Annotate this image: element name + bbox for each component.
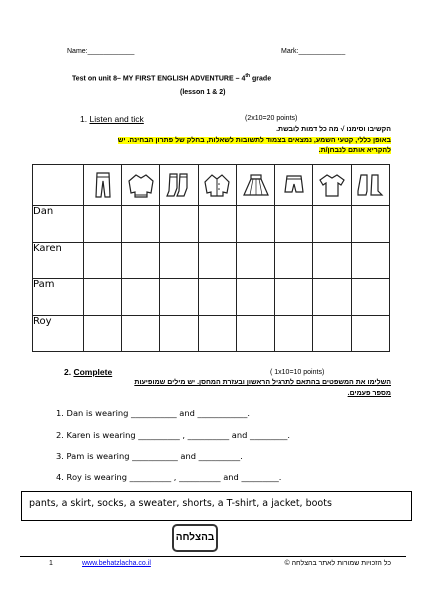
t-shirt-icon bbox=[317, 170, 347, 200]
section1-points: (2x10=20 points) bbox=[245, 115, 298, 122]
section2-number: 2. bbox=[64, 367, 72, 377]
footer-divider bbox=[20, 556, 406, 557]
sweater-cell bbox=[122, 165, 160, 206]
section1-title: Listen and tick bbox=[89, 114, 144, 124]
mark-field-label: Mark:____________ bbox=[281, 48, 346, 55]
trousers-cell bbox=[83, 165, 121, 206]
section1-number: 1. bbox=[80, 114, 88, 124]
section2-instruction-line1: השלימו את המשפטים בהתאם לתרגיל הראשון ובעזרת המחסן. יש מילים שמופיעות bbox=[134, 379, 391, 386]
sentence-1: 1. Dan is wearing ___________ and ____________. bbox=[56, 408, 250, 418]
jacket-cell bbox=[198, 165, 236, 206]
tick-cell[interactable] bbox=[236, 206, 274, 243]
section1-note-line1: באופן כללי, קטעי השמע, נמצאים בצמוד לתשובות לשאלות, בחלק של פתרון הבחינה. יש bbox=[117, 137, 391, 144]
section2-heading bbox=[64, 367, 112, 377]
tick-cell[interactable] bbox=[122, 206, 160, 243]
table-row bbox=[33, 279, 390, 316]
tick-cell[interactable] bbox=[198, 315, 236, 352]
tick-cell[interactable] bbox=[351, 206, 389, 243]
section2-title: Complete bbox=[73, 367, 113, 377]
section2-points: ( 1x10=10 points) bbox=[270, 369, 325, 376]
tick-cell[interactable] bbox=[160, 242, 198, 279]
boots-icon bbox=[355, 170, 385, 200]
section1-note-2 bbox=[11, 147, 391, 154]
tick-cell[interactable] bbox=[83, 206, 121, 243]
jacket-icon bbox=[202, 170, 232, 200]
section1-note bbox=[11, 137, 391, 144]
footer-link[interactable]: www.behatzlacha.co.il bbox=[82, 560, 151, 567]
lessons-subtitle: (lesson 1 & 2) bbox=[180, 89, 226, 96]
tick-cell[interactable] bbox=[160, 315, 198, 352]
row-name-pam: Pam bbox=[33, 279, 84, 316]
name-field-label: Name:____________ bbox=[67, 48, 135, 55]
tick-cell[interactable] bbox=[122, 242, 160, 279]
corner-cell bbox=[33, 165, 84, 206]
table-row bbox=[33, 242, 390, 279]
shorts-cell bbox=[275, 165, 313, 206]
tick-cell[interactable] bbox=[351, 279, 389, 316]
tick-cell[interactable] bbox=[351, 242, 389, 279]
shorts-icon bbox=[279, 170, 309, 200]
sentence-2: 2. Karen is wearing __________ , __________ and _________. bbox=[56, 430, 291, 440]
tick-cell[interactable] bbox=[83, 242, 121, 279]
table-row bbox=[33, 206, 390, 243]
test-title-sup: th bbox=[245, 73, 251, 79]
table-row bbox=[33, 315, 390, 352]
tick-cell[interactable] bbox=[275, 315, 313, 352]
tick-cell[interactable] bbox=[313, 279, 351, 316]
row-name-roy: Roy bbox=[33, 315, 84, 352]
tick-cell[interactable] bbox=[198, 206, 236, 243]
tick-cell[interactable] bbox=[236, 279, 274, 316]
sentence-3: 3. Pam is wearing ___________ and __________. bbox=[56, 451, 243, 461]
section1-instruction: הקשיבו וסימנו √ מה כל דמות לובשת. bbox=[276, 126, 391, 133]
boots-cell bbox=[351, 165, 389, 206]
footer-copyright: כל הזכויות שמורות לאתר בהצלחה © bbox=[284, 560, 391, 567]
skirt-cell bbox=[236, 165, 274, 206]
row-name-karen: Karen bbox=[33, 242, 84, 279]
tick-cell[interactable] bbox=[275, 206, 313, 243]
tick-cell[interactable] bbox=[198, 279, 236, 316]
tick-cell[interactable] bbox=[351, 315, 389, 352]
tick-cell[interactable] bbox=[313, 242, 351, 279]
skirt-icon bbox=[241, 170, 271, 200]
test-title-end: grade bbox=[250, 75, 272, 83]
socks-icon bbox=[164, 170, 194, 200]
tick-cell[interactable] bbox=[313, 206, 351, 243]
tick-cell[interactable] bbox=[83, 279, 121, 316]
page-number: 1 bbox=[49, 560, 53, 567]
tick-cell[interactable] bbox=[313, 315, 351, 352]
tick-cell[interactable] bbox=[83, 315, 121, 352]
tick-cell[interactable] bbox=[122, 315, 160, 352]
tick-cell[interactable] bbox=[160, 206, 198, 243]
section1-note-line2: להקריא אותם לנבחן/ת. bbox=[318, 147, 391, 154]
tick-cell[interactable] bbox=[275, 279, 313, 316]
behatzlacha-logo: בהצלחה bbox=[172, 524, 218, 552]
sentence-4: 4. Roy is wearing __________ , __________ and _________. bbox=[56, 472, 282, 482]
test-title-text: Test on unit 8– MY FIRST ENGLISH ADVENTURE – 4 bbox=[72, 75, 246, 83]
tick-cell[interactable] bbox=[198, 242, 236, 279]
section2-instruction-2 bbox=[61, 390, 391, 397]
row-name-dan: Dan bbox=[33, 206, 84, 243]
icon-row bbox=[33, 165, 390, 206]
socks-cell bbox=[160, 165, 198, 206]
sweater-icon bbox=[126, 170, 156, 200]
section2-instruction-line2: מספר פעמים. bbox=[347, 390, 391, 397]
tick-cell[interactable] bbox=[236, 242, 274, 279]
tick-cell[interactable] bbox=[236, 315, 274, 352]
section2-instruction-1 bbox=[61, 379, 391, 386]
trousers-icon bbox=[88, 170, 118, 200]
tick-cell[interactable] bbox=[122, 279, 160, 316]
tick-cell[interactable] bbox=[275, 242, 313, 279]
word-bank: pants, a skirt, socks, a sweater, shorts, a T-shirt, a jacket, boots bbox=[21, 491, 412, 521]
t-shirt-cell bbox=[313, 165, 351, 206]
test-title bbox=[72, 73, 271, 82]
section1-heading bbox=[80, 114, 144, 124]
tick-cell[interactable] bbox=[160, 279, 198, 316]
tick-table bbox=[32, 164, 390, 352]
